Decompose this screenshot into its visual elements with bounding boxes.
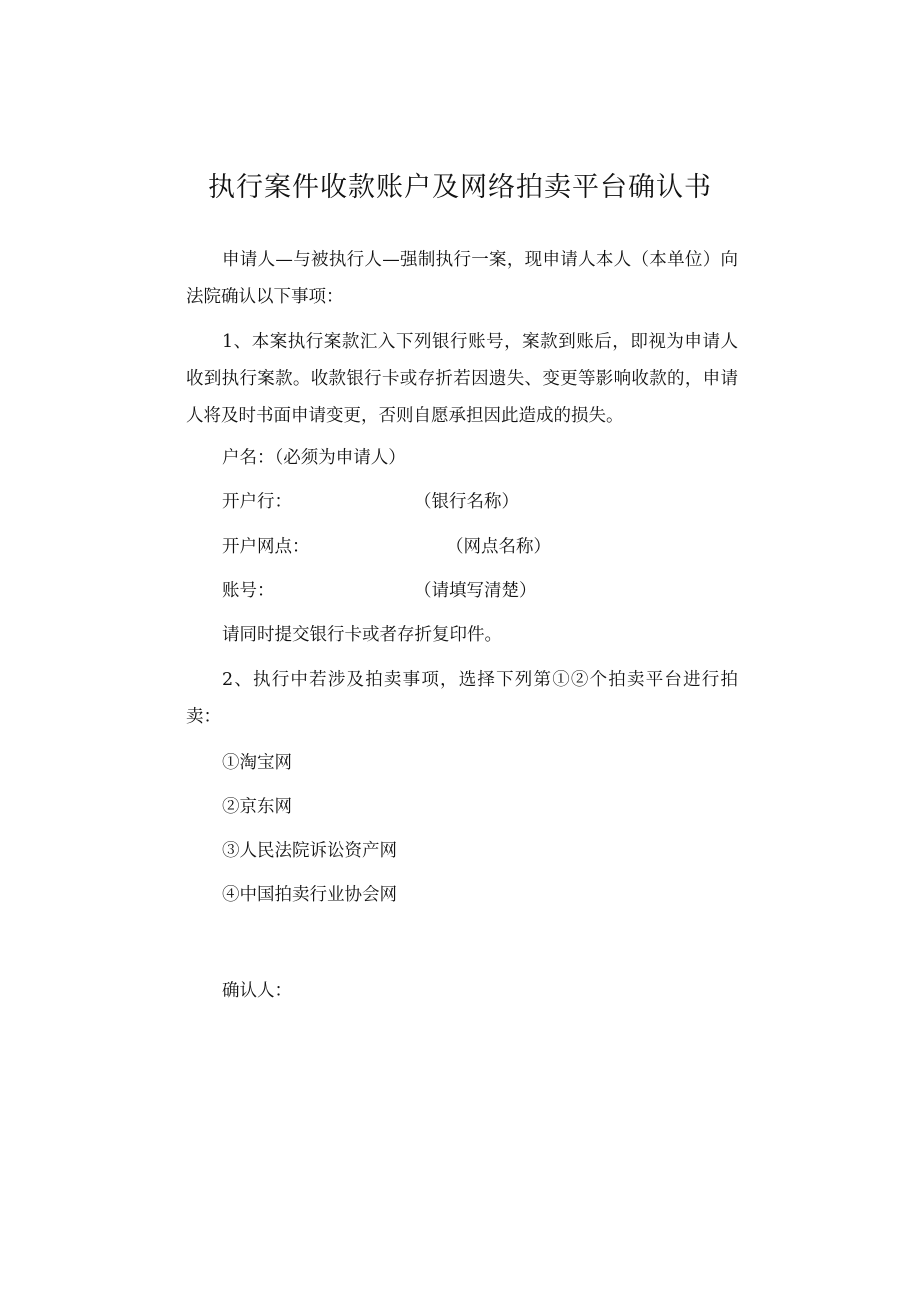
bank-label: 开户行： [222,492,292,512]
branch-line [222,529,310,566]
bank-hint: （银行名称） [414,492,519,512]
confirmer-label: 确认人： [222,981,292,1001]
branch-hint: （网点名称） [446,537,551,557]
account-name-line: 户名：（必须为申请人） [222,448,406,468]
platform-item: ③人民法院诉讼资产网 [222,841,397,861]
platform-item: ②京东网 [222,797,292,817]
account-number-hint: （请填写清楚） [414,581,537,601]
intro-paragraph: 申请人—与被执行人—强制执行一案，现申请人本人（本单位）向法院确认以下事项： [186,250,738,307]
account-number-line [222,573,275,610]
branch-label: 开户网点： [222,537,310,557]
item-1-paragraph: 1、本案执行案款汇入下列银行账号，案款到账后，即视为申请人收到执行案款。收款银行卡或存折若因遗失、变更等影响收款的，申请人将及时书面申请变更，否则自愿承担因此造成的损失。 [186,332,738,426]
platform-item: ④中国拍卖行业协会网 [222,885,397,905]
copy-note: 请同时提交银行卡或者存折复印件。 [222,625,502,645]
bank-line [222,484,292,521]
account-number-label: 账号： [222,581,275,601]
platform-item: ①淘宝网 [222,753,292,773]
item-2-paragraph: 2、执行中若涉及拍卖事项，选择下列第①②个拍卖平台进行拍卖： [186,670,738,727]
page-title: 执行案件收款账户及网络拍卖平台确认书 [208,172,712,203]
